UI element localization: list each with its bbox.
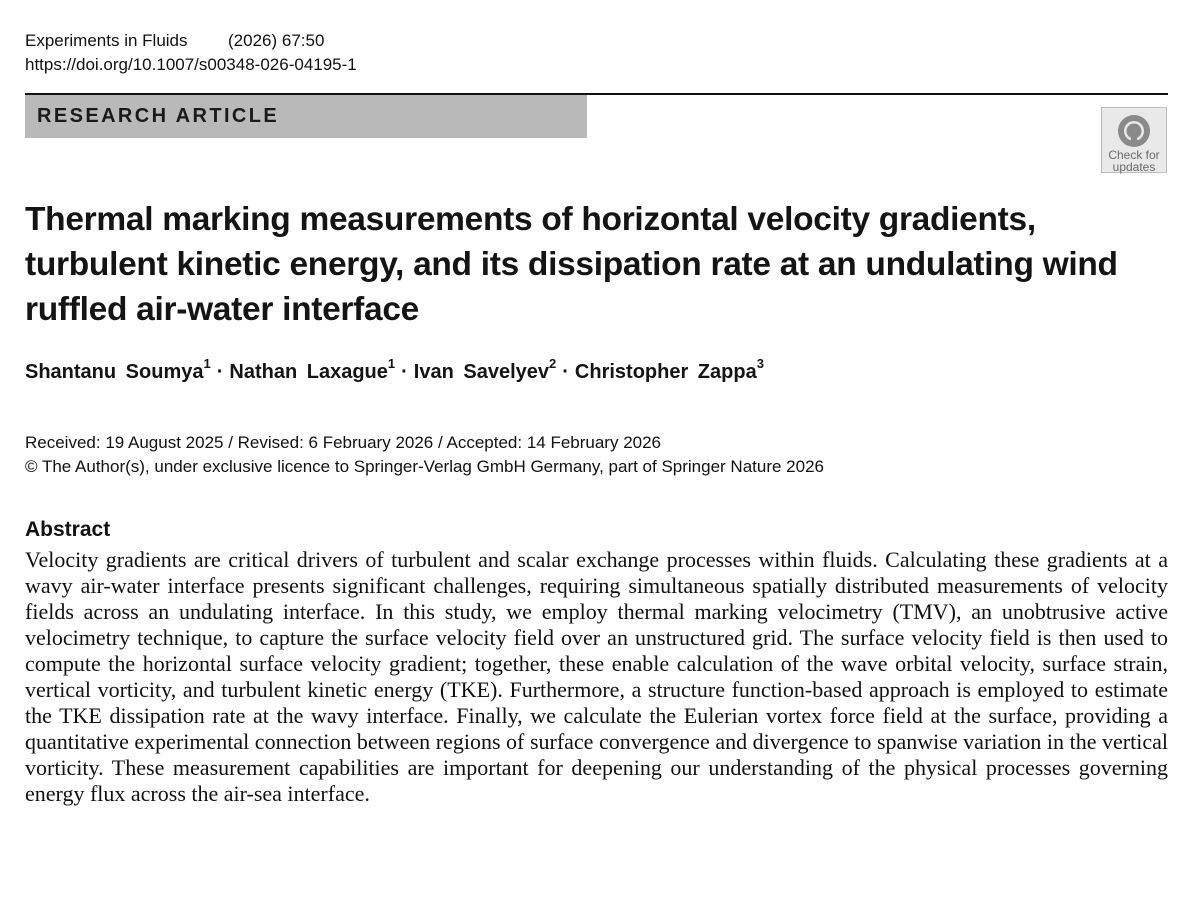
- copyright-notice: © The Author(s), under exclusive licence to Springer-Verlag GmbH Germany, part of Springer Nature 2026: [25, 457, 824, 476]
- crossmark-icon: [1116, 113, 1152, 149]
- received-revised-accepted: Received: 19 August 2025 / Revised: 6 February 2026 / Accepted: 14 February 2026: [25, 433, 662, 452]
- updates-text-line2: updates: [1112, 160, 1156, 174]
- journal-header: [25, 29, 357, 77]
- author-separator: ·: [401, 361, 408, 383]
- doi-link[interactable]: https://doi.org/10.1007/s00348-026-04195-1: [25, 55, 357, 74]
- updates-text-line1: Check for: [1108, 148, 1160, 162]
- article-history: [25, 431, 824, 479]
- author-name[interactable]: Nathan Laxague: [229, 361, 388, 383]
- author-affiliation: 1: [203, 356, 211, 371]
- author-name[interactable]: Ivan Savelyev: [413, 361, 549, 383]
- author-list: [25, 356, 764, 384]
- journal-name: Experiments in Fluids: [25, 31, 188, 50]
- author-separator: ·: [562, 361, 569, 383]
- article-title: Thermal marking measurements of horizontal velocity gradients, turbulent kinetic energy, and its dissipation rate at an undulating wind ruffled air-water interface: [25, 201, 1118, 328]
- journal-citation-row: [25, 29, 357, 53]
- article-type-label: RESEARCH ARTICLE: [37, 105, 280, 127]
- check-for-updates-badge[interactable]: [1101, 107, 1167, 173]
- author-affiliation: 3: [756, 356, 764, 371]
- author-separator: ·: [216, 361, 224, 383]
- volume-citation: (2026) 67:50: [228, 31, 325, 50]
- author-affiliation: 2: [549, 356, 557, 371]
- article-type-banner: [25, 95, 587, 138]
- abstract-heading: Abstract: [25, 518, 111, 541]
- author-name[interactable]: Christopher Zappa: [574, 361, 757, 383]
- author-name[interactable]: Shantanu Soumya: [25, 361, 204, 383]
- abstract-body: Velocity gradients are critical drivers of turbulent and scalar exchange processes within fluids. Calculating these gradients at a wavy air-water interface presents significant challenges, requiring simultaneous spatially distributed measurements of velocity fields across an undulating interface. In this study, we employ thermal marking velocimetry (TMV), an unobtrusive active velocimetry technique, to capture the surface velocity field over an unstructured grid. The surface velocity field is then used to compute the horizontal surface velocity gradient; together, these enable calculation of the wave orbital velocity, surface strain, vertical vorticity, and turbulent kinetic energy (TKE). Furthermore, a structure function-based approach is employed to estimate the TKE dissipation rate at the wavy interface. Finally, we calculate the Eulerian vortex force field at the surface, providing a quantitative experimental connection between regions of surface convergence and divergence to spanwise variation in the vertical vorticity. These measurement capabilities are important for deepening our understanding of the physical processes governing energy flux across the air-sea interface.: [25, 547, 1168, 806]
- author-affiliation: 1: [387, 356, 396, 371]
